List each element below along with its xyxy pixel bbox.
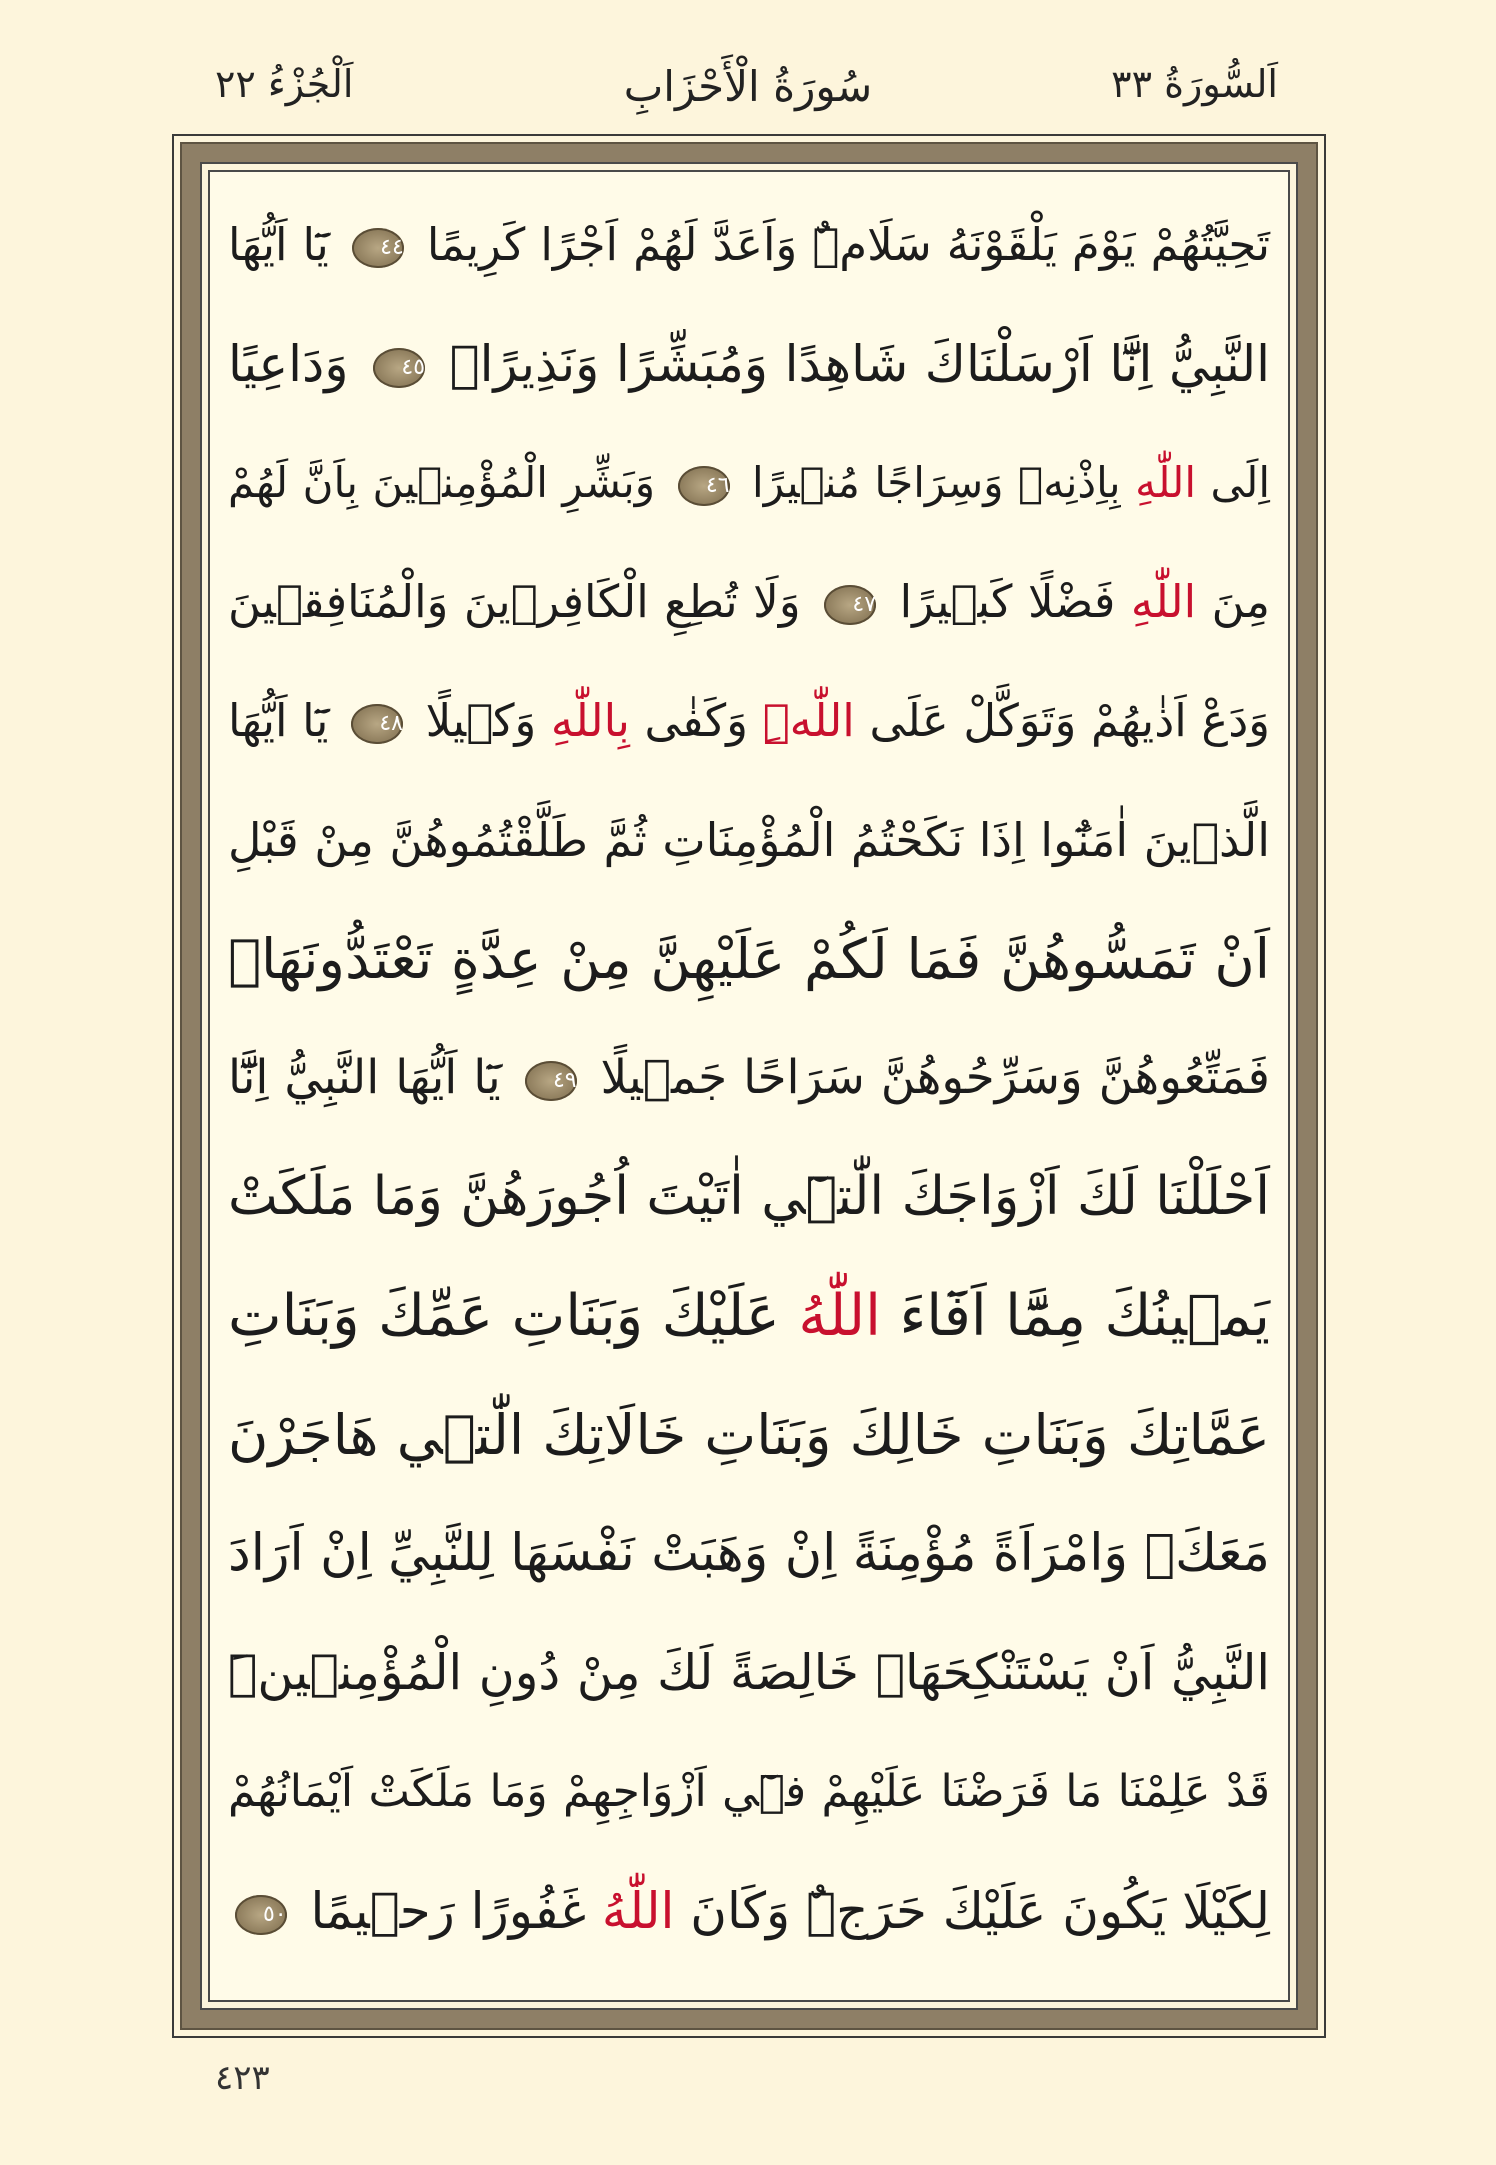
verse-text-segment: عَمَّاتِكَ وَبَنَاتِ خَالِكَ وَبَنَاتِ خَالَاتِكَ الّٰت۪ي هَاجَرْنَ — [228, 1403, 1270, 1467]
verse-text-segment: فَمَتِّعُوهُنَّ وَسَرِّحُوهُنَّ سَرَاحًا جَم۪يلًا — [584, 1050, 1270, 1105]
page-header — [0, 62, 1496, 132]
verse-text-segment: يَم۪ينُكَ مِمَّٓا اَفَٓاءَ — [880, 1283, 1270, 1349]
divine-name: بِاللّٰهِ — [550, 694, 630, 747]
divine-name: اللّٰهُ — [601, 1882, 675, 1940]
verse-line — [228, 1856, 1270, 1966]
verse-text-segment: النَّبِيُّ اِنَّٓا اَرْسَلْنَاكَ شَاهِدًا وَمُبَشِّرًا وَنَذِيرًاۙ — [433, 335, 1270, 393]
verse-text-segment: عَلَيْكَ وَبَنَاتِ عَمِّكَ وَبَنَاتِ — [228, 1283, 799, 1349]
verse-line — [228, 1142, 1270, 1252]
verse-text-segment: وَكَفٰى — [629, 694, 763, 747]
verse-line — [228, 1380, 1270, 1490]
verse-text-segment: وَدَاعِيًا — [228, 335, 366, 393]
verse-line — [228, 1737, 1270, 1847]
verse-text-segment: اَحْلَلْنَا لَكَ اَزْوَاجَكَ الّٰت۪ٓي اٰتَيْتَ اُجُورَهُنَّ وَمَا مَلَكَتْ — [228, 1166, 1270, 1227]
verse-text-segment: الَّذ۪ينَ اٰمَنُٓوا اِذَا نَكَحْتُمُ الْمُؤْمِنَاتِ ثُمَّ طَلَّقْتُمُوهُنَّ مِنْ قَبْلِ — [228, 813, 1270, 867]
verse-line — [228, 666, 1270, 776]
verse-line — [228, 428, 1270, 538]
verse-text-segment: فَضْلًا كَب۪يرًا — [884, 575, 1131, 628]
verse-line — [228, 1261, 1270, 1371]
verse-text-segment: مَعَكَۘ وَامْرَاَةً مُؤْمِنَةً اِنْ وَهَبَتْ نَفْسَهَا لِلنَّبِيِّ اِنْ اَرَادَ — [228, 1524, 1270, 1583]
verse-line — [228, 309, 1270, 419]
verse-text-segment: النَّبِيُّ اَنْ يَسْتَنْكِحَهَاۗ خَالِصَةً لَكَ مِنْ دُونِ الْمُؤْمِن۪ينَۜ — [228, 1644, 1270, 1701]
surah-number-label: اَلسُّورَةُ ٣٣ — [1111, 62, 1278, 106]
ayah-number-marker: ٤٨ — [351, 704, 403, 744]
verse-text-segment: لِكَيْلَا يَكُونَ عَلَيْكَ حَرَجٌۜ وَكَانَ — [674, 1882, 1270, 1940]
divine-name: اللّٰهِۜ — [762, 694, 855, 747]
verse-text-segment: وَلَا تُطِعِ الْكَافِر۪ينَ وَالْمُنَافِق۪ينَ — [228, 575, 817, 628]
page-number: ٤٢٣ — [215, 2058, 270, 2098]
verse-line — [228, 1023, 1270, 1133]
ayah-number-marker: ٥٠ — [235, 1895, 287, 1935]
verse-text-segment: وَدَعْ اَذٰيهُمْ وَتَوَكَّلْ عَلَى — [854, 694, 1270, 747]
verse-line — [228, 190, 1270, 300]
verse-text-segment: اِلَى — [1196, 458, 1270, 507]
ayah-number-marker: ٤٤ — [352, 228, 404, 268]
ayah-number-marker: ٤٥ — [373, 348, 425, 388]
verse-text-segment: تَحِيَّتُهُمْ يَوْمَ يَلْقَوْنَهُ سَلَامٌۜ وَاَعَدَّ لَهُمْ اَجْرًا كَرِيمًا — [411, 218, 1270, 271]
verse-text-segment: قَدْ عَلِمْنَا مَا فَرَضْنَا عَلَيْهِمْ ف۪ٓي اَزْوَاجِهِمْ وَمَا مَلَكَتْ اَيْمَانُهُمْ — [228, 1766, 1270, 1817]
verse-line — [228, 785, 1270, 895]
juz-label: اَلْجُزْءُ ٢٢ — [215, 62, 354, 106]
verse-text-segment: وَك۪يلًا — [411, 694, 551, 747]
verse-text-segment: بِاِذْنِهٖ وَسِرَاجًا مُن۪يرًا — [737, 458, 1136, 507]
verse-line — [228, 904, 1270, 1014]
ayah-number-marker: ٤٩ — [525, 1061, 577, 1101]
verse-text-segment: غَفُورًا رَح۪يمًا — [294, 1882, 602, 1940]
divine-name: اللّٰهُ — [798, 1283, 881, 1349]
verse-line — [228, 1499, 1270, 1609]
ayah-number-marker: ٤٦ — [678, 466, 730, 506]
verse-text-segment: يَٓا اَيُّهَا النَّبِيُّ اِنَّٓا — [228, 1050, 517, 1105]
verse-text-segment: يَٓا اَيُّهَا — [228, 694, 343, 747]
verse-text-segment: اَنْ تَمَسُّوهُنَّ فَمَا لَكُمْ عَلَيْهِنَّ مِنْ عِدَّةٍ تَعْتَدُّونَهَاۚ — [228, 927, 1270, 991]
divine-name: اللّٰهِ — [1135, 458, 1197, 507]
divine-name: اللّٰهِ — [1130, 575, 1197, 628]
surah-title: سُورَةُ الْأَحْزَابِ — [623, 62, 873, 111]
verse-text-segment: وَبَشِّرِ الْمُؤْمِن۪ينَ بِاَنَّ لَهُمْ — [228, 458, 670, 507]
verse-line — [228, 1618, 1270, 1728]
ayah-number-marker: ٤٧ — [824, 585, 876, 625]
verse-text-segment: مِنَ — [1196, 575, 1271, 628]
verse-text-segment: يَٓا اَيُّهَا — [228, 218, 344, 271]
verse-text-area — [228, 190, 1270, 1982]
verse-line — [228, 547, 1270, 657]
